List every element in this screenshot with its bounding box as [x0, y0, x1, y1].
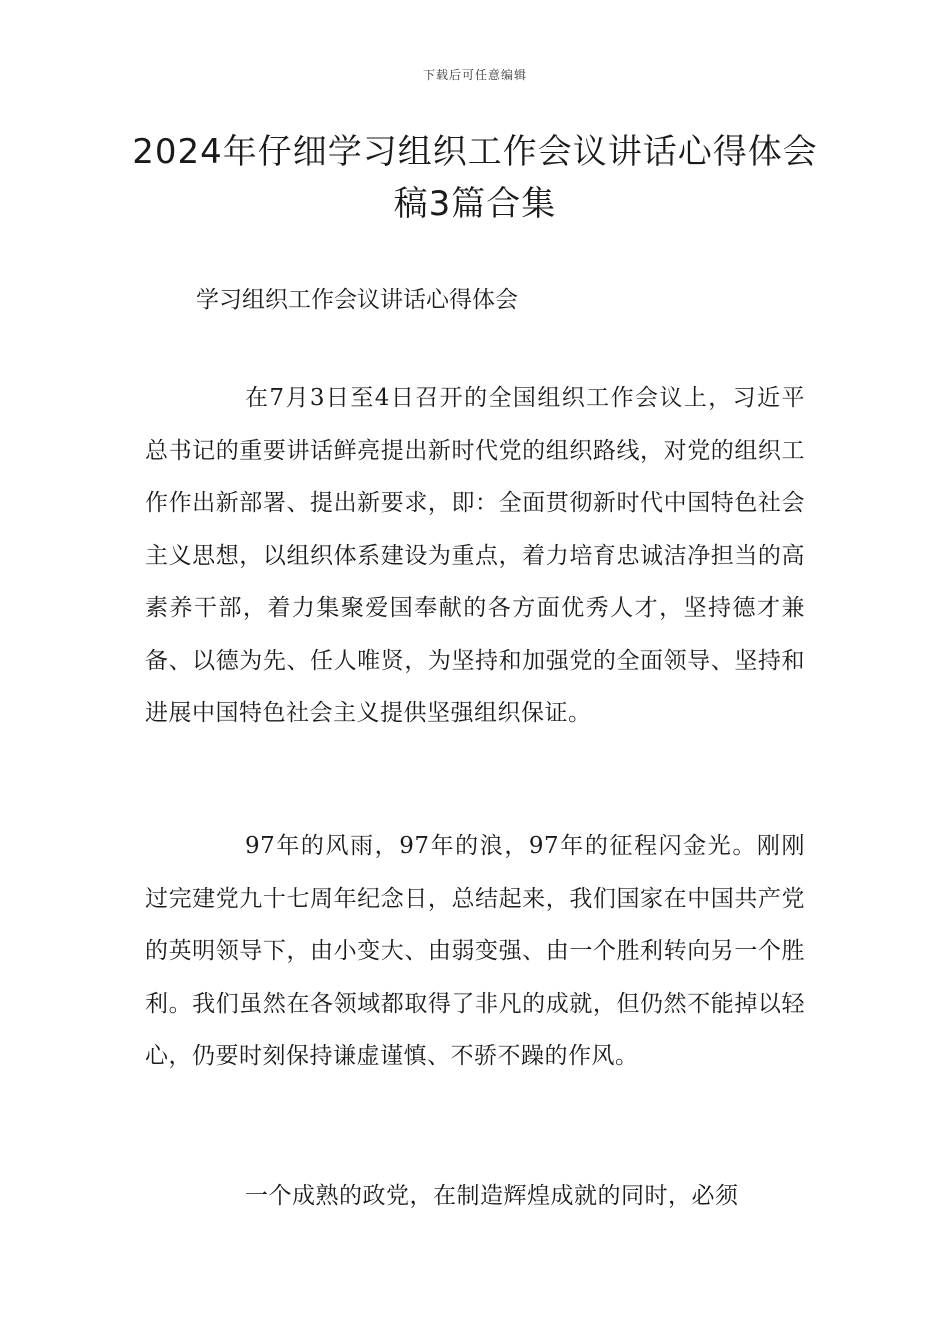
paragraph-2: 97年的风雨，97年的浪，97年的征程闪金光。刚刚过完建党九十七周年纪念日，总结起来，我们国家在中国共产党的英明领导下，由小变大、由弱变强、由一个胜利转向另一个胜利。我们虽然在各领域都取得了非凡的成就，但仍然不能掉以轻心，仍要时刻保持谦虚谨慎、不骄不躁的作风。	[145, 833, 805, 1069]
document-title: 2024年仔细学习组织工作会议讲话心得体会稿3篇合集	[132, 132, 818, 224]
header-note: 下载后可任意编辑	[422, 68, 527, 82]
paragraph-3: 一个成熟的政党，在制造辉煌成就的同时，必须	[245, 1183, 739, 1209]
paragraph-1: 在7月3日至4日召开的全国组织工作会议上，习近平总书记的重要讲话鲜亮提出新时代党的组织路线，对党的组织工作作出新部署、提出新要求，即：全面贯彻新时代中国特色社会主义思想，以组织体系建设为重点，着力培育忠诚洁净担当的高素养干部，着力集聚爱国奉献的各方面优秀人才，坚持德才兼备、以德为先、任人唯贤，为坚持和加强党的全面领导、坚持和进展中国特色社会主义提供坚强组织保证。	[145, 385, 805, 726]
document-subtitle: 学习组织工作会议讲话心得体会	[196, 287, 518, 313]
